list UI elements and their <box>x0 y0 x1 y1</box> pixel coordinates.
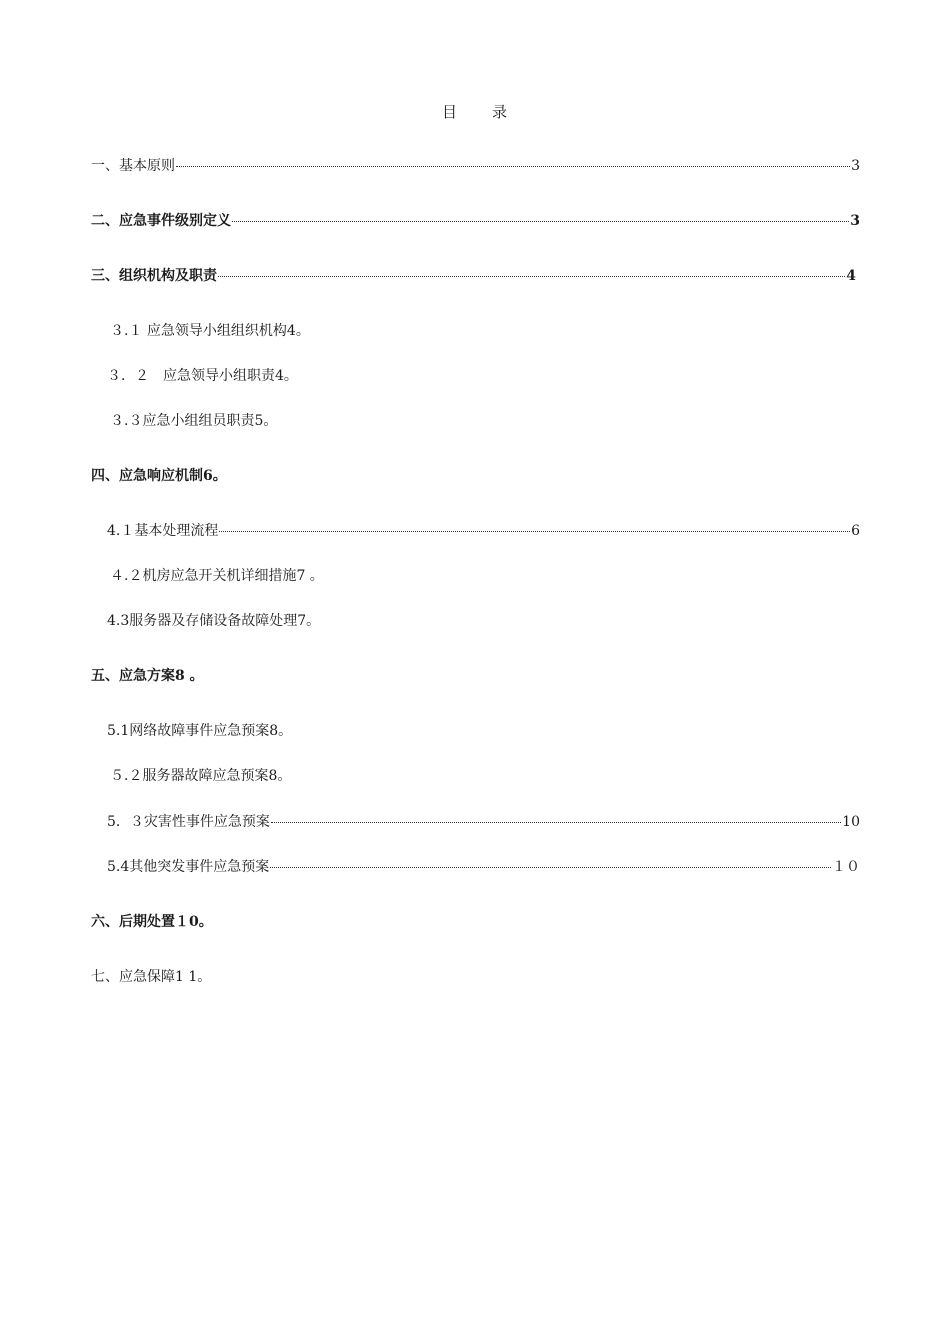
toc-page-number: １0。 <box>175 914 213 930</box>
toc-title-left: 目 <box>441 103 458 121</box>
toc-entry-3-1[interactable] <box>110 320 310 342</box>
toc-page-number: 5。 <box>254 413 278 429</box>
toc-entry-label: ３.３应急小组组员职责 <box>110 413 255 429</box>
toc-page-number: 3 <box>850 213 860 229</box>
toc-entry-label: 四、应急响应机制 <box>91 468 203 484</box>
dot-leader <box>270 866 831 868</box>
toc-page-number: 6 <box>851 523 860 539</box>
toc-entry-organization[interactable] <box>91 265 856 287</box>
toc-entry-label: 七、应急保障 <box>91 969 175 985</box>
toc-page-number: 4。 <box>286 323 310 339</box>
toc-entry-label: ４.２机房应急开关机详细措施 <box>110 568 297 584</box>
dot-leader <box>176 165 850 167</box>
toc-entry-4-1[interactable] <box>107 520 860 542</box>
toc-entry-label: 5．３灾害性事件应急预案 <box>107 814 270 830</box>
dot-leader <box>271 821 841 823</box>
toc-entry-label: ３.１ 应急领导小组组织机构 <box>110 323 287 339</box>
dot-leader <box>219 530 850 532</box>
toc-title-right: 录 <box>492 103 509 121</box>
toc-entry-label: 5.4其他突发事件应急预案 <box>107 859 270 875</box>
toc-entry-event-levels[interactable] <box>91 210 860 232</box>
toc-entry-response-mechanism[interactable] <box>91 465 227 487</box>
toc-page-number: 8。 <box>269 723 293 739</box>
toc-title <box>0 101 950 122</box>
toc-entry-post-handling[interactable] <box>91 911 213 933</box>
toc-page-number: 1 1。 <box>175 969 212 985</box>
toc-page-number: 7 。 <box>296 568 324 584</box>
dot-leader <box>232 220 849 222</box>
toc-entry-3-2[interactable] <box>107 365 298 387</box>
toc-entry-label: 5.1网络故障事件应急预案 <box>107 723 270 739</box>
toc-page-number: 3 <box>851 158 860 174</box>
toc-entry-4-2[interactable] <box>110 565 324 587</box>
toc-entry-label: 4.１基本处理流程 <box>107 523 219 539</box>
toc-entry-3-3[interactable] <box>110 410 277 432</box>
toc-page-number: 10 <box>842 814 860 830</box>
toc-entry-basic-principles[interactable] <box>91 155 860 177</box>
toc-entry-5-4[interactable] <box>107 856 860 878</box>
dot-leader <box>218 275 845 277</box>
toc-page-number: 7。 <box>297 613 321 629</box>
toc-entry-label: 三、组织机构及职责 <box>91 268 217 284</box>
toc-entry-emergency-plans[interactable] <box>91 665 204 687</box>
toc-entry-emergency-support[interactable] <box>91 966 211 988</box>
toc-entry-label: 一、基本原则 <box>91 158 175 174</box>
toc-page-number: 8 。 <box>175 668 204 684</box>
toc-entry-label: 六、后期处置 <box>91 914 175 930</box>
toc-entry-label: 五、应急方案 <box>91 668 175 684</box>
toc-entry-5-2[interactable] <box>110 765 291 787</box>
toc-page-number: 4 <box>846 268 856 284</box>
toc-page-number: １０ <box>832 859 860 875</box>
toc-entry-label: ５.２服务器故障应急预案 <box>110 768 269 784</box>
toc-entry-label: ３．２ 应急领导小组职责 <box>107 368 275 384</box>
toc-entry-4-3[interactable] <box>107 610 320 632</box>
toc-page-number: 4。 <box>275 368 298 384</box>
toc-page-number: 8。 <box>268 768 292 784</box>
toc-entry-5-1[interactable] <box>107 720 292 742</box>
toc-entry-label: 二、应急事件级别定义 <box>91 213 231 229</box>
toc-entry-label: 4.3服务器及存储设备故障处理 <box>107 613 298 629</box>
toc-page-number: 6。 <box>203 468 227 484</box>
toc-entry-5-3[interactable] <box>107 811 860 833</box>
